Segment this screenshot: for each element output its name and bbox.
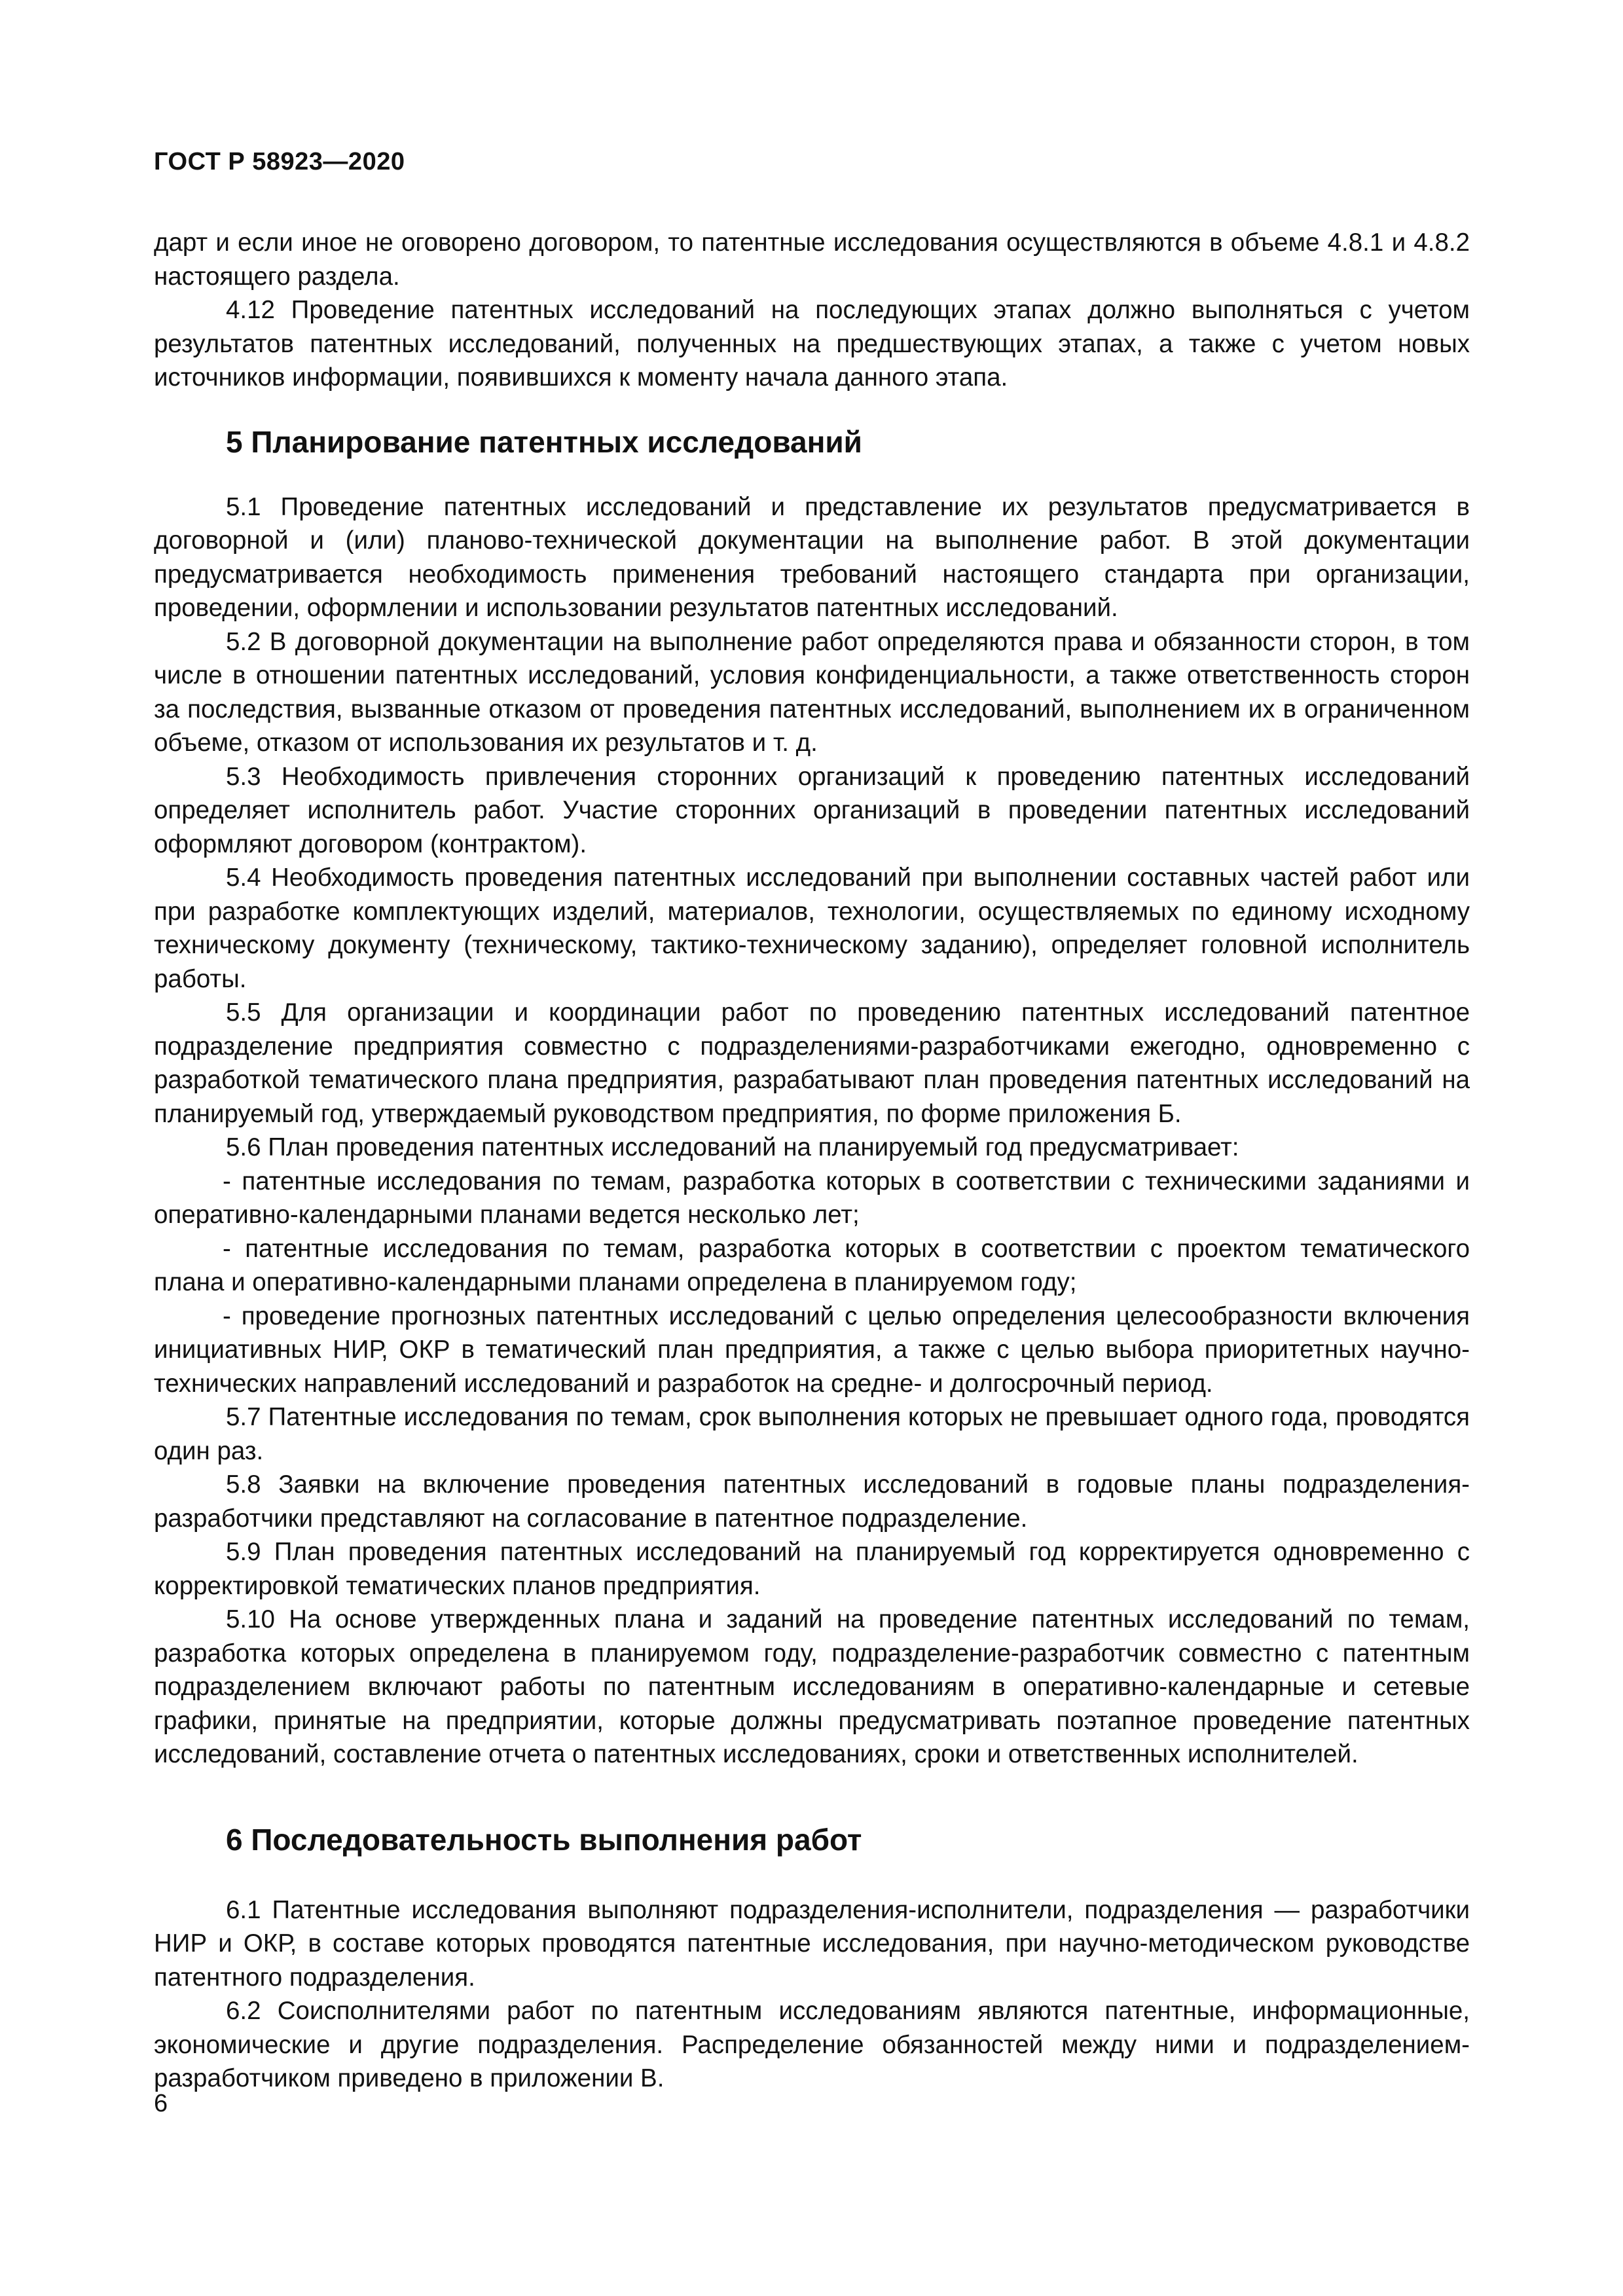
paragraph-5-10: 5.10 На основе утвержденных плана и заданий на проведение патентных исследований по темам, разработка которых определена в планируемом году, подразделение-разработчик совместно с патентным подразделением включают работы по патентным исследованиям в оперативно-календарные и сетевые графики, принятые на предприятии, которые должны предусматривать поэтапное проведение патентных исследований, составление отчета о патентных исследованиях, сроки и ответственных исполнителей. <box>154 1605 1470 1768</box>
paragraph-5-4: 5.4 Необходимость проведения патентных исследований при выполнении составных частей работ или при разработке комплектующих изделий, материалов, технологии, осуществляемых по единому исходному техническому документу (техническому, тактико-техническому заданию), определяет головной исполнитель работы. <box>154 864 1470 993</box>
paragraph-5-9: 5.9 План проведения патентных исследований на планируемый год корректируется одновременно с корректировкой тематических планов предприятия. <box>154 1538 1470 1600</box>
section-5-heading: 5 Планирование патентных исследований <box>226 424 862 459</box>
document-body <box>154 226 1470 2096</box>
paragraph-continuation: дарт и если иное не оговорено договором, то патентные исследования осуществляются в объеме 4.8.1 и 4.8.2 настоящего раздела. <box>154 228 1470 291</box>
list-item: - проведение прогнозных патентных исследований с целью определения целесообразности включения инициативных НИР, ОКР в тематический план предприятия, а также с целью выбора приоритетных научно-технических направлений исследований и разработок на средне- и долгосрочный период. <box>154 1302 1470 1398</box>
paragraph-6-1: 6.1 Патентные исследования выполняют подразделения-исполнители, подразделения — разработчики НИР и ОКР, в составе которых проводятся патентные исследования, при научно-методическом руководстве патентного подразделения. <box>154 1895 1470 1992</box>
paragraph-5-2: 5.2 В договорной документации на выполнение работ определяются права и обязанности сторон, в том числе в отношении патентных исследований, условия конфиденциальности, а также ответственность сторон за последствия, вызванные отказом от проведения патентных исследований, выполнением их в ограниченном объеме, отказом от использования их результатов и т. д. <box>154 627 1470 757</box>
document-standard-id: ГОСТ Р 58923—2020 <box>154 148 405 175</box>
paragraph-5-1: 5.1 Проведение патентных исследований и представление их результатов предусматривается в договорной и (или) планово-технической документации на выполнение работ. В этой документации предусматривается необходимость применения требований настоящего стандарта при организации, проведении, оформлении и использовании результатов патентных исследований. <box>154 492 1470 622</box>
paragraph-5-7: 5.7 Патентные исследования по темам, срок выполнения которых не превышает одного года, проводятся один раз. <box>154 1403 1470 1465</box>
paragraph-5-8: 5.8 Заявки на включение проведения патентных исследований в годовые планы подразделения-разработчики представляют на согласование в патентное подразделение. <box>154 1470 1470 1533</box>
paragraph-5-6: 5.6 План проведения патентных исследований на планируемый год предусматривает: <box>226 1133 1239 1161</box>
section-6-heading: 6 Последовательность выполнения работ <box>226 1822 862 1857</box>
page-number: 6 <box>154 2090 168 2117</box>
paragraph-6-2: 6.2 Соисполнителями работ по патентным исследованиям являются патентные, информационные, экономические и другие подразделения. Распределение обязанностей между ними и подразделением-разработчиком приведено в приложении В. <box>154 1997 1470 2092</box>
paragraph-5-5: 5.5 Для организации и координации работ по проведению патентных исследований патентное подразделение предприятия совместно с подразделениями-разработчиками ежегодно, одновременно с разработкой тематического плана предприятия, разрабатывают план проведения патентных исследований на планируемый год, утверждаемый руководством предприятия, по форме приложения Б. <box>154 998 1470 1128</box>
list-item: - патентные исследования по темам, разработка которых в соответствии с проектом тематического плана и оперативно-календарными планами определена в планируемом году; <box>154 1234 1470 1296</box>
paragraph-4-12: 4.12 Проведение патентных исследований на последующих этапах должно выполняться с учетом результатов патентных исследований, полученных на предшествующих этапах, а также с учетом новых источников информации, появившихся к моменту начала данного этапа. <box>154 296 1470 392</box>
paragraph-5-3: 5.3 Необходимость привлечения сторонних организаций к проведению патентных исследований определяет исполнитель работ. Участие сторонних организаций в проведении патентных исследований оформляют договором (контрактом). <box>154 762 1470 858</box>
list-item: - патентные исследования по темам, разработка которых в соответствии с техническими заданиями и оперативно-календарными планами ведется несколько лет; <box>154 1167 1470 1229</box>
